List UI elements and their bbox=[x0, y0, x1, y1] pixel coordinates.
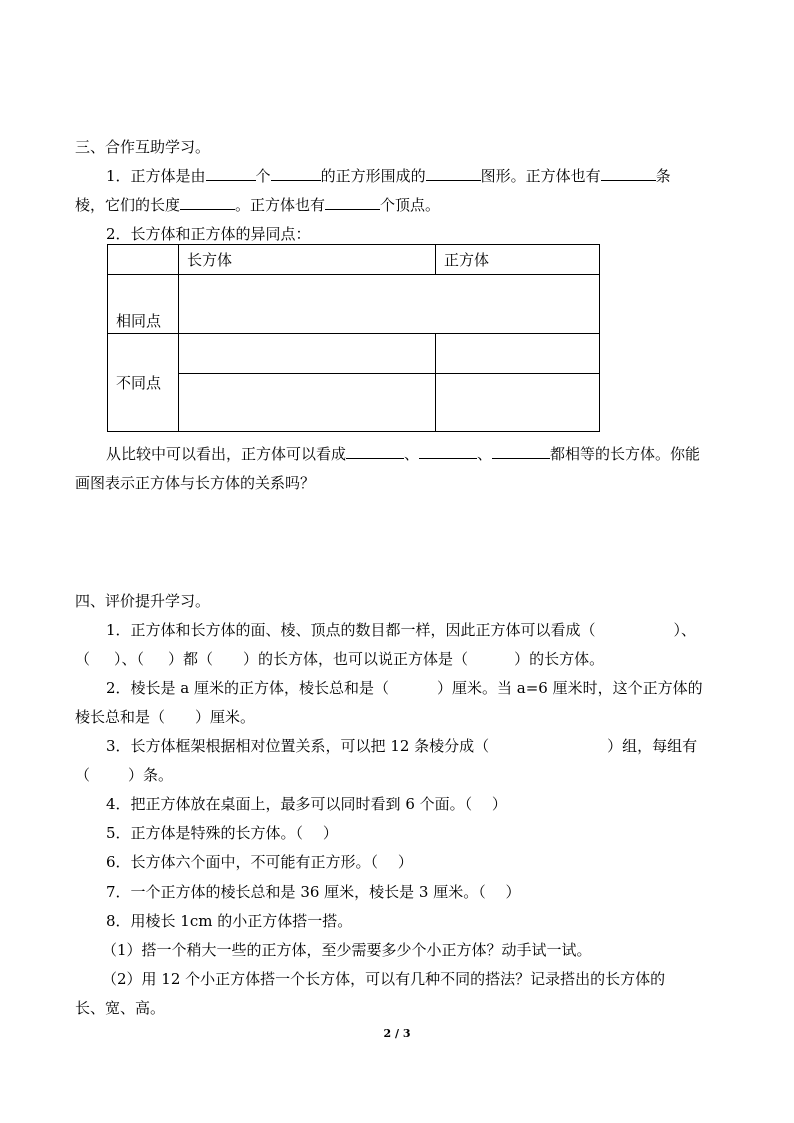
comparison-table bbox=[107, 244, 600, 432]
q1-text-8: 个顶点。 bbox=[380, 196, 441, 214]
conclusion-sep-2: 、 bbox=[477, 445, 493, 463]
q1-text-4: 图形。正方体也有 bbox=[480, 167, 601, 185]
section4-q8-sub2-line2: 长、宽、高。 bbox=[75, 999, 166, 1017]
page-number: 2 / 3 bbox=[383, 1027, 411, 1040]
s4q2-text-d: ）厘米。 bbox=[195, 708, 256, 726]
table-corner-cell bbox=[108, 245, 179, 275]
s4q1-text-e: ）都（ bbox=[168, 650, 214, 668]
q1-text-6: 棱，它们的长度 bbox=[75, 196, 181, 214]
blank-conclusion-2[interactable] bbox=[419, 444, 477, 459]
table-cell-same[interactable] bbox=[179, 275, 600, 334]
section4-q1-line1 bbox=[106, 620, 696, 640]
blank-conclusion-1[interactable] bbox=[346, 444, 404, 459]
blank-edge-count[interactable] bbox=[601, 166, 656, 181]
table-cell-diff-cube-1[interactable] bbox=[436, 334, 600, 374]
s4q1-text-a: 1．正方体和长方体的面、棱、顶点的数目都一样，因此正方体可以看成（ bbox=[106, 621, 596, 639]
blank-vertex-count[interactable] bbox=[325, 195, 380, 210]
conclusion-sep-1: 、 bbox=[404, 445, 420, 463]
s4q3-text-c: （ bbox=[75, 766, 91, 784]
s4q3-text-b: ）组，每组有 bbox=[607, 737, 698, 755]
section4-q6: 6．长方体六个面中，不可能有正方形。（ ） bbox=[106, 853, 413, 871]
section4-q1-line2 bbox=[75, 649, 604, 669]
s4q3-text-d: ）条。 bbox=[128, 766, 174, 784]
table-header-cuboid: 长方体 bbox=[179, 245, 436, 275]
section4-q4: 4．把正方体放在桌面上，最多可以同时看到 6 个面。（ ） bbox=[106, 795, 507, 813]
section4-q2-line1 bbox=[106, 678, 703, 698]
q1-text-7: 。正方体也有 bbox=[235, 196, 326, 214]
s4q2-text-b: ）厘米。当 a=6 厘米时，这个正方体的 bbox=[437, 679, 703, 697]
blank-face-shape[interactable] bbox=[271, 166, 321, 181]
blank-count-faces[interactable] bbox=[206, 166, 256, 181]
q1-text-2: 个 bbox=[255, 167, 271, 185]
s4q2-text-c: 棱长总和是（ bbox=[75, 708, 166, 726]
section3-q2: 2．长方体和正方体的异同点： bbox=[106, 225, 311, 243]
section4-q3-line1 bbox=[106, 736, 697, 756]
q1-text-1: 1．正方体是由 bbox=[106, 167, 206, 185]
s4q1-text-b: ）、 bbox=[673, 621, 697, 639]
table-cell-diff-cuboid-2[interactable] bbox=[179, 374, 436, 432]
section4-q8: 8．用棱长 1cm 的小正方体搭一搭。 bbox=[106, 912, 353, 930]
section4-q7: 7．一个正方体的棱长总和是 36 厘米，棱长是 3 厘米。（ ） bbox=[106, 883, 521, 901]
s4q1-text-f: ）的长方体，也可以说正方体是（ bbox=[243, 650, 469, 668]
s4q3-text-a: 3．长方体框架根据相对位置关系，可以把 12 条棱分成（ bbox=[106, 737, 490, 755]
s4q1-text-g: ）的长方体。 bbox=[514, 650, 605, 668]
table-row-diff-label: 不同点 bbox=[108, 334, 179, 432]
section4-heading: 四、评价提升学习。 bbox=[75, 592, 211, 610]
blank-conclusion-3[interactable] bbox=[492, 444, 550, 459]
conclusion-text-2: 都相等的长方体。你能 bbox=[550, 445, 701, 463]
conclusion-text-1: 从比较中可以看出，正方体可以看成 bbox=[106, 445, 347, 463]
s4q2-text-a: 2．棱长是 a 厘米的正方体，棱长总和是（ bbox=[106, 679, 390, 697]
s4q1-text-c: （ bbox=[75, 650, 91, 668]
q1-text-5: 条 bbox=[655, 167, 671, 185]
table-cell-diff-cube-2[interactable] bbox=[436, 374, 600, 432]
section3-conclusion-line1 bbox=[106, 444, 700, 464]
section3-conclusion-line2: 画图表示正方体与长方体的关系吗？ bbox=[75, 474, 316, 492]
blank-edge-length[interactable] bbox=[180, 195, 235, 210]
section4-q3-line2 bbox=[75, 765, 173, 785]
table-header-cube: 正方体 bbox=[436, 245, 600, 275]
section3-heading: 三、合作互助学习。 bbox=[75, 138, 211, 156]
section4-q5: 5．正方体是特殊的长方体。（ ） bbox=[106, 824, 338, 842]
section4-q8-sub2-line1: （2）用 12 个小正方体搭一个长方体，可以有几种不同的搭法？记录搭出的长方体的 bbox=[102, 970, 666, 988]
s4q1-text-d: ）、（ bbox=[114, 650, 145, 668]
section3-q1-line1 bbox=[106, 166, 671, 186]
blank-figure-type[interactable] bbox=[426, 166, 481, 181]
q1-text-3: 的正方形围成的 bbox=[320, 167, 426, 185]
section4-q8-sub1: （1）搭一个稍大一些的正方体，至少需要多少个小正方体？动手试一试。 bbox=[102, 941, 592, 959]
section3-q1-line2 bbox=[75, 195, 440, 215]
table-row-same-label: 相同点 bbox=[108, 275, 179, 334]
section4-q2-line2 bbox=[75, 707, 255, 727]
table-cell-diff-cuboid-1[interactable] bbox=[179, 334, 436, 374]
